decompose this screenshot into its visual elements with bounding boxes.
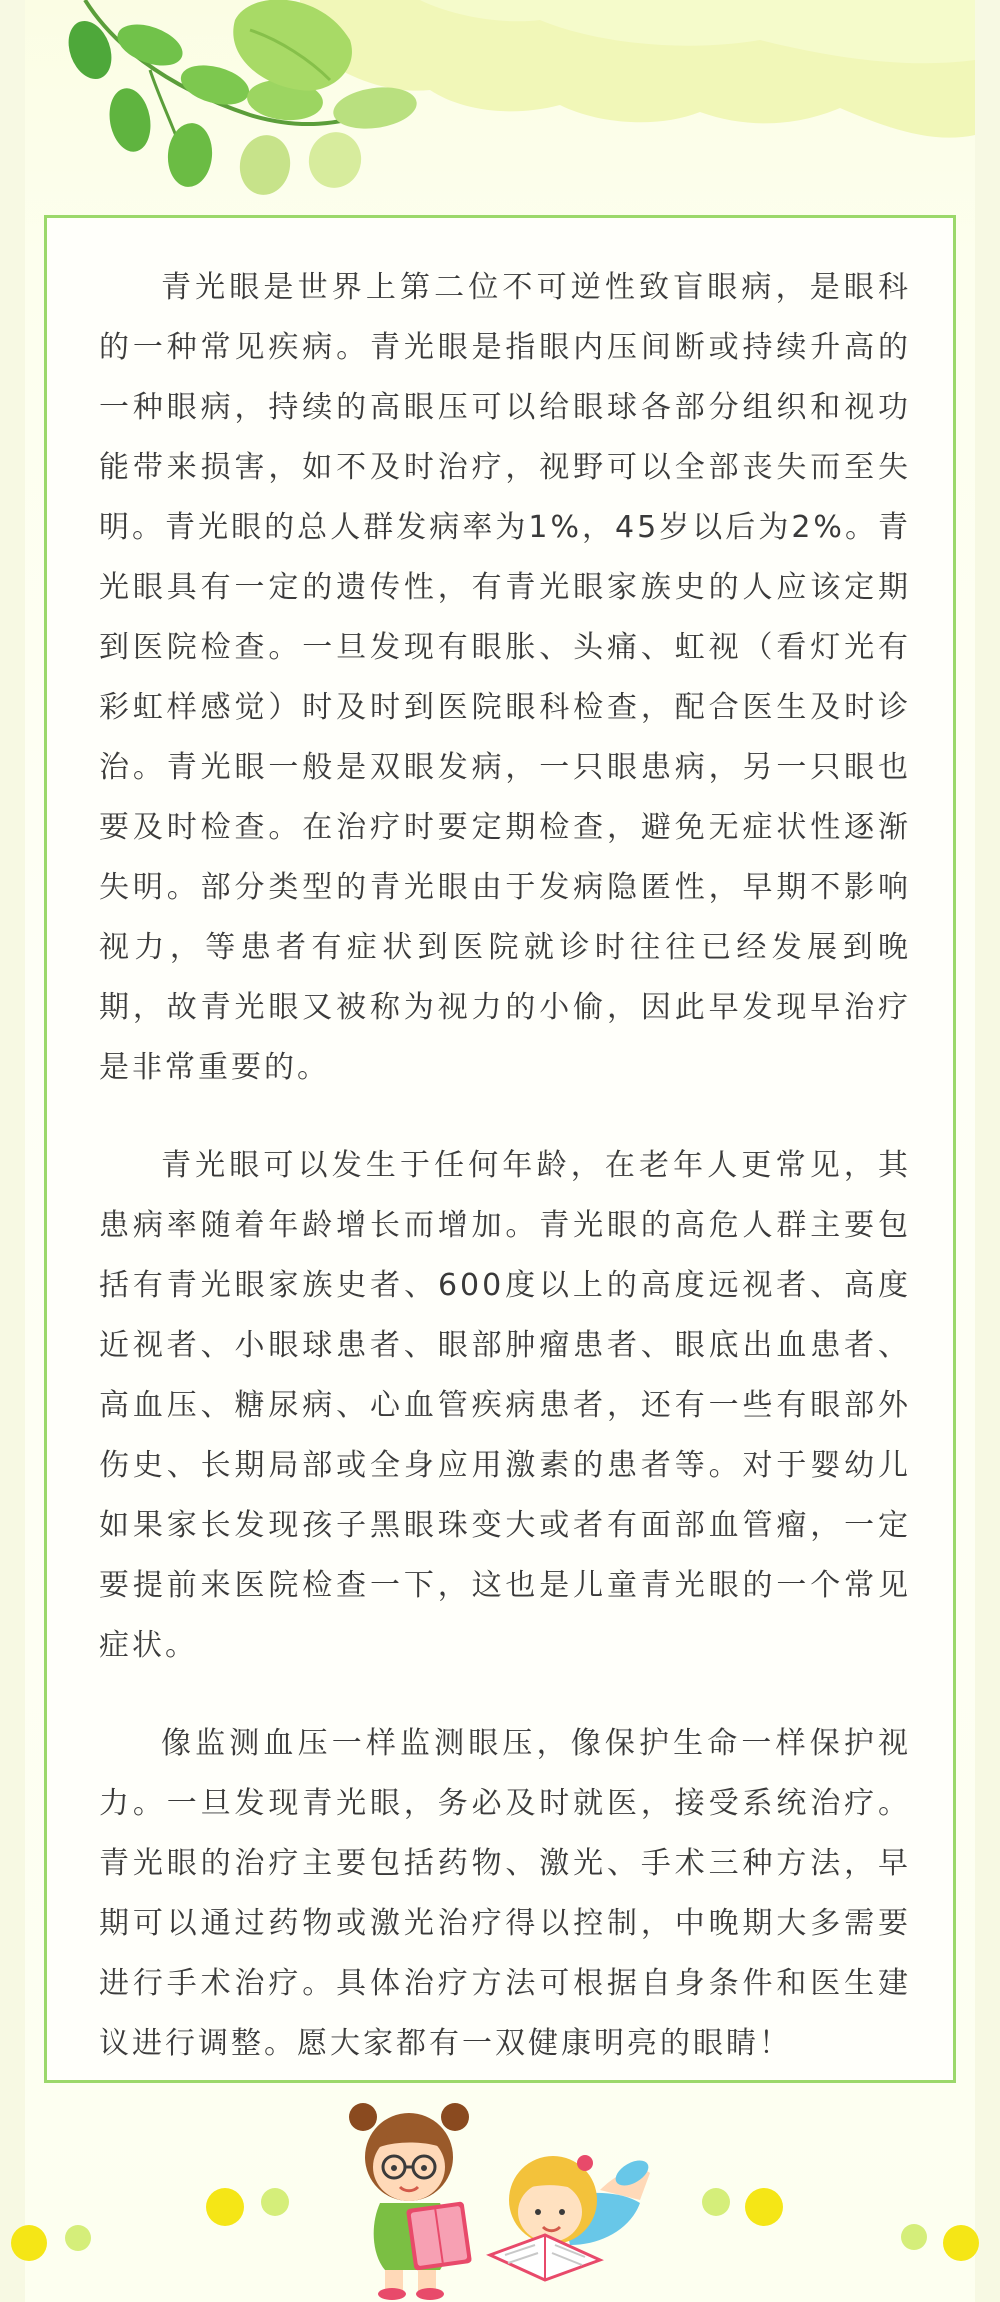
paragraph-2: 青光眼可以发生于任何年龄，在老年人更常见，其患病率随着年龄增长而增加。青光眼的高危人群主要包括有青光眼家族史者、600度以上的高度远视者、高度近视者、小眼球患者、眼部肿瘤患者、眼底出血患者、高血压、糖尿病、心血管疾病患者，还有一些有眼部外伤史、长期局部或全身应用激素的患者等。对于婴幼儿如果家长发现孩子黑眼珠变大或者有面部血管瘤，一定要提前来医院检查一下，这也是儿童青光眼的一个常见症状。 xyxy=(99,1148,911,1663)
paragraph-3: 像监测血压一样监测眼压，像保护生命一样保护视力。一旦发现青光眼，务必及时就医，接受系统治疗。青光眼的治疗主要包括药物、激光、手术三种方法，早期可以通过药物或激光治疗得以控制，中晚期大多需要进行手术治疗。具体治疗方法可根据自身条件和医生建议进行调整。愿大家都有一双健康明亮的眼睛！ xyxy=(99,1726,911,2061)
left-side-band xyxy=(0,0,25,2302)
yellow-dot xyxy=(206,2188,244,2226)
bottom-decoration xyxy=(0,2095,1000,2302)
top-decoration xyxy=(0,0,1000,220)
girl-reading-book-icon xyxy=(349,2103,472,2300)
yellow-dot xyxy=(11,2225,47,2261)
article-body xyxy=(99,258,911,2112)
child-lying-reading-icon xyxy=(490,2155,653,2280)
right-side-band xyxy=(975,0,1000,2302)
yellow-dot xyxy=(943,2225,979,2261)
paragraph-1: 青光眼是世界上第二位不可逆性致盲眼病，是眼科的一种常见疾病。青光眼是指眼内压间断或持续升高的一种眼病，持续的高眼压可以给眼球各部分组织和视功能带来损害，如不及时治疗，视野可以全部丧失而至失明。青光眼的总人群发病率为1%，45岁以后为2%。青光眼具有一定的遗传性，有青光眼家族史的人应该定期到医院检查。一旦发现有眼胀、头痛、虹视（看灯光有彩虹样感觉）时及时到医院眼科检查，配合医生及时诊治。青光眼一般是双眼发病，一只眼患病，另一只眼也要及时检查。在治疗时要定期检查，避免无症状性逐渐失明。部分类型的青光眼由于发病隐匿性，早期不影响视力，等患者有症状到医院就诊时往往已经发展到晚期，故青光眼又被称为视力的小偷，因此早发现早治疗是非常重要的。 xyxy=(99,270,911,1085)
yellow-dot xyxy=(745,2188,783,2226)
green-dot xyxy=(261,2188,289,2216)
article-frame xyxy=(44,215,956,2083)
green-dot xyxy=(65,2225,91,2251)
green-dot xyxy=(702,2188,730,2216)
green-dot xyxy=(901,2224,927,2250)
